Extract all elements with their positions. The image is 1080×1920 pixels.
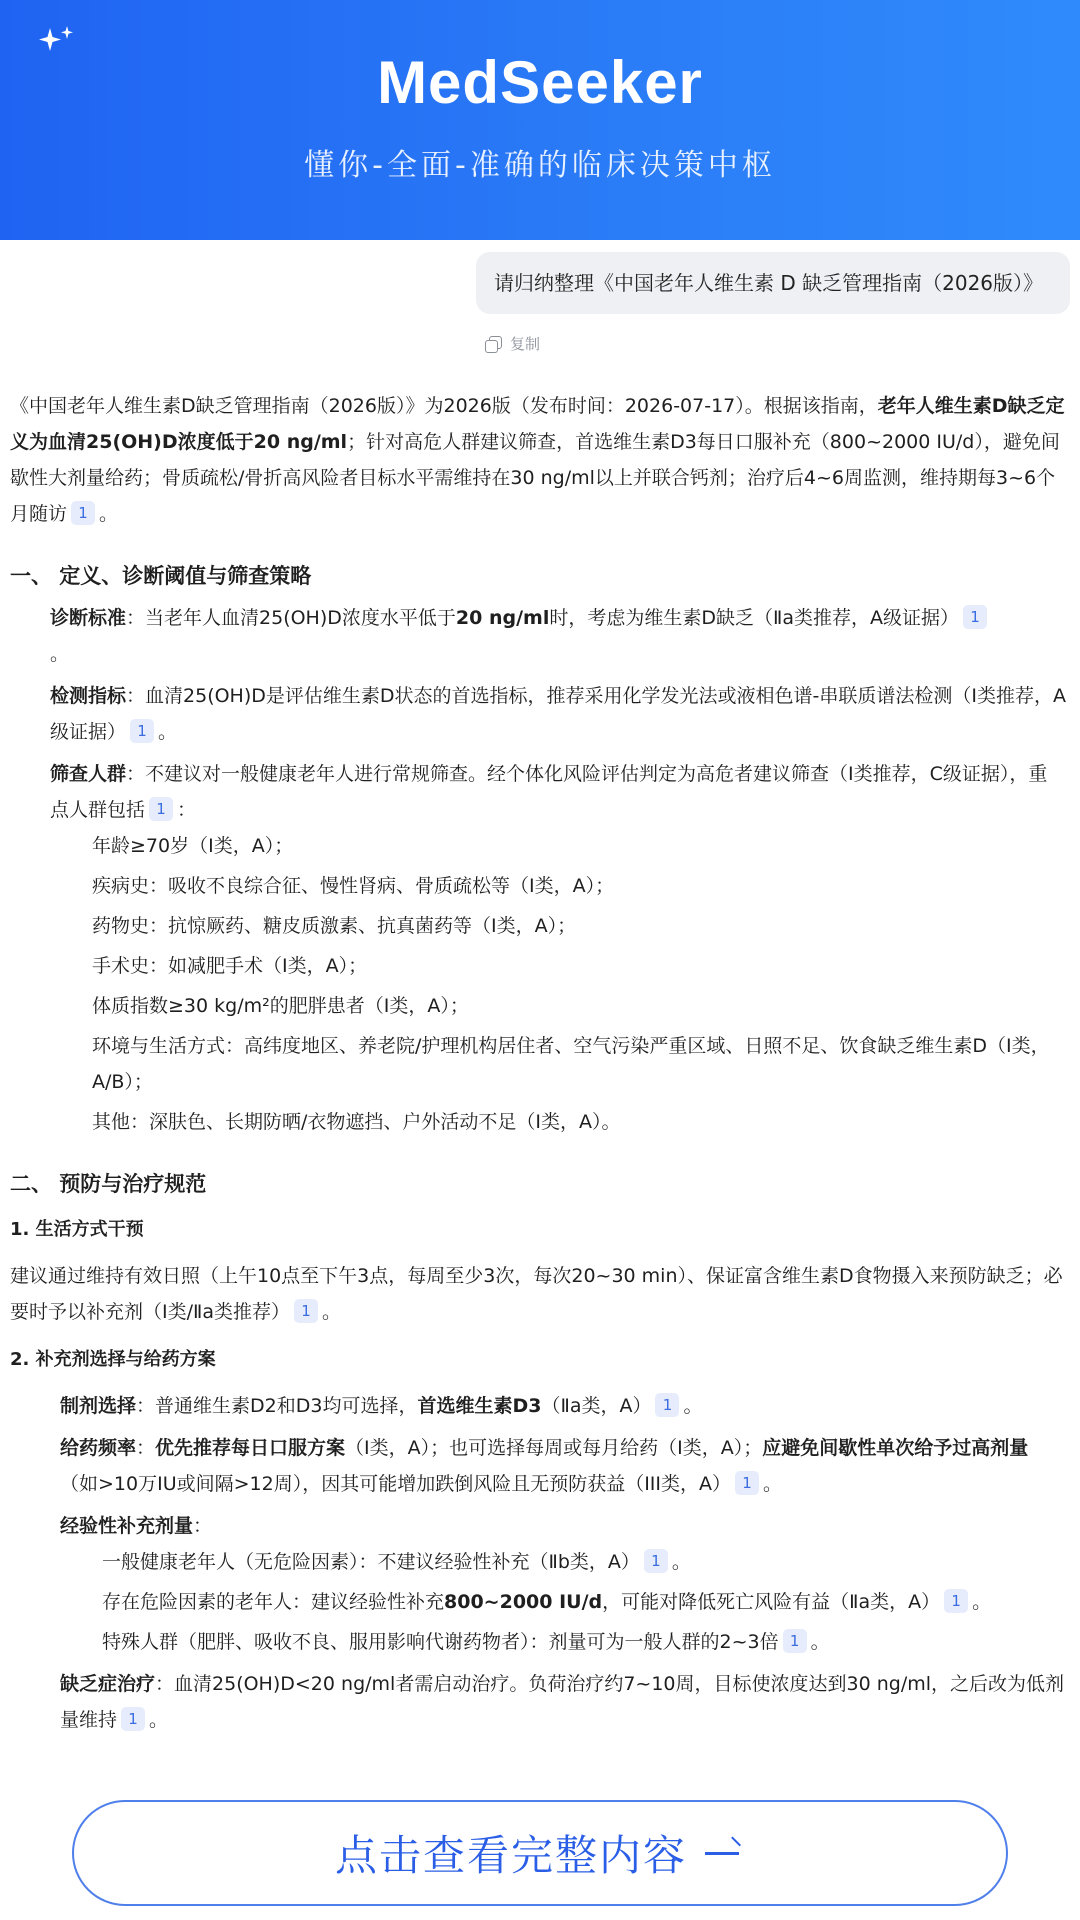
frequency-text: （Ⅰ类，A）；也可选择每周或每月给药（Ⅰ类，A）； (345, 1437, 763, 1459)
diagnosis-text: ：当老年人血清25(OH)D浓度水平低于 (126, 607, 456, 629)
punctuation: ： (177, 799, 197, 821)
frequency-text-rest: （如>10万IU或间隔>12周），因其可能增加跌倒风险且无预防获益（III类，A） (60, 1473, 732, 1495)
intro-text-rest: ；针对高危人群建议筛查，首选维生素D3每日口服补充（800~2000 IU/d），避免间歇性大剂量给药；骨质疏松/骨折高风险者目标水平需维持在30 ng/ml以上并联合钙剂；治疗后4~6周监测，维持期每3~6个月随访 (10, 431, 1060, 525)
reference-badge[interactable]: 1 (963, 605, 987, 629)
reference-badge[interactable]: 1 (735, 1471, 759, 1495)
dosing-frequency (10, 1430, 1066, 1502)
reference-badge[interactable]: 1 (644, 1549, 668, 1573)
list-item (102, 1544, 1066, 1580)
user-message-bubble: 请归纳整理《中国老年人维生素 D 缺乏管理指南（2026版）》 (476, 252, 1070, 314)
reference-badge[interactable]: 1 (655, 1393, 679, 1417)
punctuation: 。 (99, 503, 119, 525)
test-text: ：血清25(OH)D是评估维生素D状态的首选指标，推荐采用化学发光法或液相色谱-串联质谱法检测（Ⅰ类推荐，A级证据） (50, 685, 1066, 743)
list-item: 环境与生活方式：高纬度地区、养老院/护理机构居住者、空气污染严重区域、日照不足、饮食缺乏维生素D（Ⅰ类，A/B）； (92, 1035, 1050, 1093)
screening-list (10, 828, 1066, 1140)
dose-label: 经验性补充剂量 (60, 1515, 194, 1537)
frequency-highlight: 优先推荐每日口服方案 (155, 1437, 346, 1459)
sparkle-icon (36, 26, 78, 58)
list-item: 其他：深肤色、长期防晒/衣物遮挡、户外活动不足（Ⅰ类，A）。 (92, 1111, 621, 1133)
reference-badge[interactable]: 1 (149, 797, 173, 821)
treatment-text: ：血清25(OH)D<20 ng/ml者需启动治疗。负荷治疗约7~10周，目标使浓度达到30 ng/ml，之后改为低剂量维持 (60, 1673, 1065, 1731)
list-item (102, 1584, 1066, 1620)
reference-badge[interactable]: 1 (783, 1629, 807, 1653)
punctuation: 。 (322, 1301, 342, 1323)
copy-icon (484, 335, 502, 353)
reference-badge[interactable]: 1 (71, 501, 95, 525)
answer-content (10, 388, 1066, 1738)
punctuation: 。 (683, 1395, 703, 1417)
punctuation: 。 (149, 1709, 169, 1731)
reference-badge[interactable]: 1 (294, 1299, 318, 1323)
dose-item-text: 特殊人群（肥胖、吸收不良、服用影响代谢药物者）：剂量可为一般人群的2~3倍 (102, 1631, 779, 1653)
list-item: 手术史：如减肥手术（Ⅰ类，A）； (92, 955, 368, 977)
arrow-right-icon (705, 1843, 745, 1863)
list-item: 体质指数≥30 kg/m²的肥胖患者（Ⅰ类，A）； (92, 995, 469, 1017)
punctuation: 。 (810, 1631, 830, 1653)
lifestyle-body: 建议通过维持有效日照（上午10点至下午3点，每周至少3次，每次20~30 min）、保证富含维生素D食物摄入来预防缺乏；必要时予以补充剂（Ⅰ类/Ⅱa类推荐） (10, 1265, 1063, 1323)
preparation-text: ：普通维生素D2和D3均可选择， (136, 1395, 418, 1417)
diagnosis-criteria (10, 600, 1066, 672)
screening-label: 筛查人群 (50, 763, 127, 785)
dose-list (10, 1544, 1066, 1660)
preparation-label: 制剂选择 (60, 1395, 137, 1417)
screening-population (10, 756, 1066, 828)
punctuation: ： (136, 1437, 156, 1459)
dose-item-text: 一般健康老年人（无危险因素）：不建议经验性补充（Ⅱb类，A） (102, 1551, 640, 1573)
list-item: 年龄≥70岁（Ⅰ类，A）； (92, 835, 294, 857)
diagnosis-label: 诊断标准 (50, 607, 127, 629)
reference-badge[interactable]: 1 (121, 1707, 145, 1731)
preparation-choice (10, 1388, 1066, 1424)
section-1-title: 一、 定义、诊断阈值与筛查策略 (10, 564, 312, 588)
dose-highlight: 800~2000 IU/d (444, 1591, 603, 1613)
answer-intro (10, 388, 1066, 532)
list-item (102, 1624, 1066, 1660)
intro-text: 《中国老年人维生素D缺乏管理指南（2026版）》为2026版（发布时间：2026-07-17）。根据该指南， (10, 395, 878, 417)
test-label: 检测指标 (50, 685, 127, 707)
punctuation: 。 (50, 643, 70, 665)
logo (0, 48, 1080, 117)
deficiency-treatment (10, 1666, 1066, 1738)
frequency-warning: 应避免间歇性单次给予过高剂量 (762, 1437, 1029, 1459)
view-full-content-label: 点击查看完整内容 (334, 1831, 687, 1880)
subsection-lifestyle-title: 1. 生活方式干预 (10, 1219, 144, 1240)
intro-highlight: 老年人维生素D缺乏定义为血清25(OH)D浓度低于20 ng/ml (10, 395, 1065, 453)
subsection-supplement-title: 2. 补充剂选择与给药方案 (10, 1349, 216, 1370)
reference-badge[interactable]: 1 (130, 719, 154, 743)
diagnosis-text-rest: 时，考虑为维生素D缺乏（Ⅱa类推荐，A级证据） (549, 607, 959, 629)
frequency-label: 给药频率 (60, 1437, 137, 1459)
copy-button[interactable] (484, 333, 540, 354)
reference-badge[interactable]: 1 (944, 1589, 968, 1613)
dose-item-text: 存在危险因素的老年人：建议经验性补充 (102, 1591, 445, 1613)
punctuation: 。 (158, 721, 178, 743)
diagnosis-threshold: 20 ng/ml (455, 607, 550, 629)
preparation-text-rest: （Ⅱa类，A） (541, 1395, 652, 1417)
logo-text: MedSeeker (377, 49, 703, 116)
list-item: 药物史：抗惊厥药、糖皮质激素、抗真菌药等（Ⅰ类，A）； (92, 915, 577, 937)
dose-item-text-rest: ，可能对降低死亡风险有益（Ⅱa类，A） (602, 1591, 941, 1613)
screening-text: ：不建议对一般健康老年人进行常规筛查。经个体化风险评估判定为高危者建议筛查（Ⅰ类推荐，C级证据），重点人群包括 (50, 763, 1048, 821)
test-indicator (10, 678, 1066, 750)
punctuation: 。 (972, 1591, 992, 1613)
treatment-label: 缺乏症治疗 (60, 1673, 156, 1695)
lifestyle-text (10, 1258, 1066, 1330)
section-2-title: 二、 预防与治疗规范 (10, 1172, 207, 1196)
preparation-highlight: 首选维生素D3 (417, 1395, 542, 1417)
punctuation: 。 (763, 1473, 783, 1495)
empirical-dose (10, 1508, 1066, 1544)
header-banner (0, 0, 1080, 240)
copy-label: 复制 (510, 335, 541, 353)
list-item: 疾病史：吸收不良综合征、慢性肾病、骨质疏松等（Ⅰ类，A）； (92, 875, 615, 897)
tagline: 懂你-全面-准确的临床决策中枢 (304, 148, 776, 183)
punctuation: ： (193, 1515, 213, 1537)
view-full-content-button[interactable] (72, 1800, 1008, 1906)
punctuation: 。 (671, 1551, 691, 1573)
